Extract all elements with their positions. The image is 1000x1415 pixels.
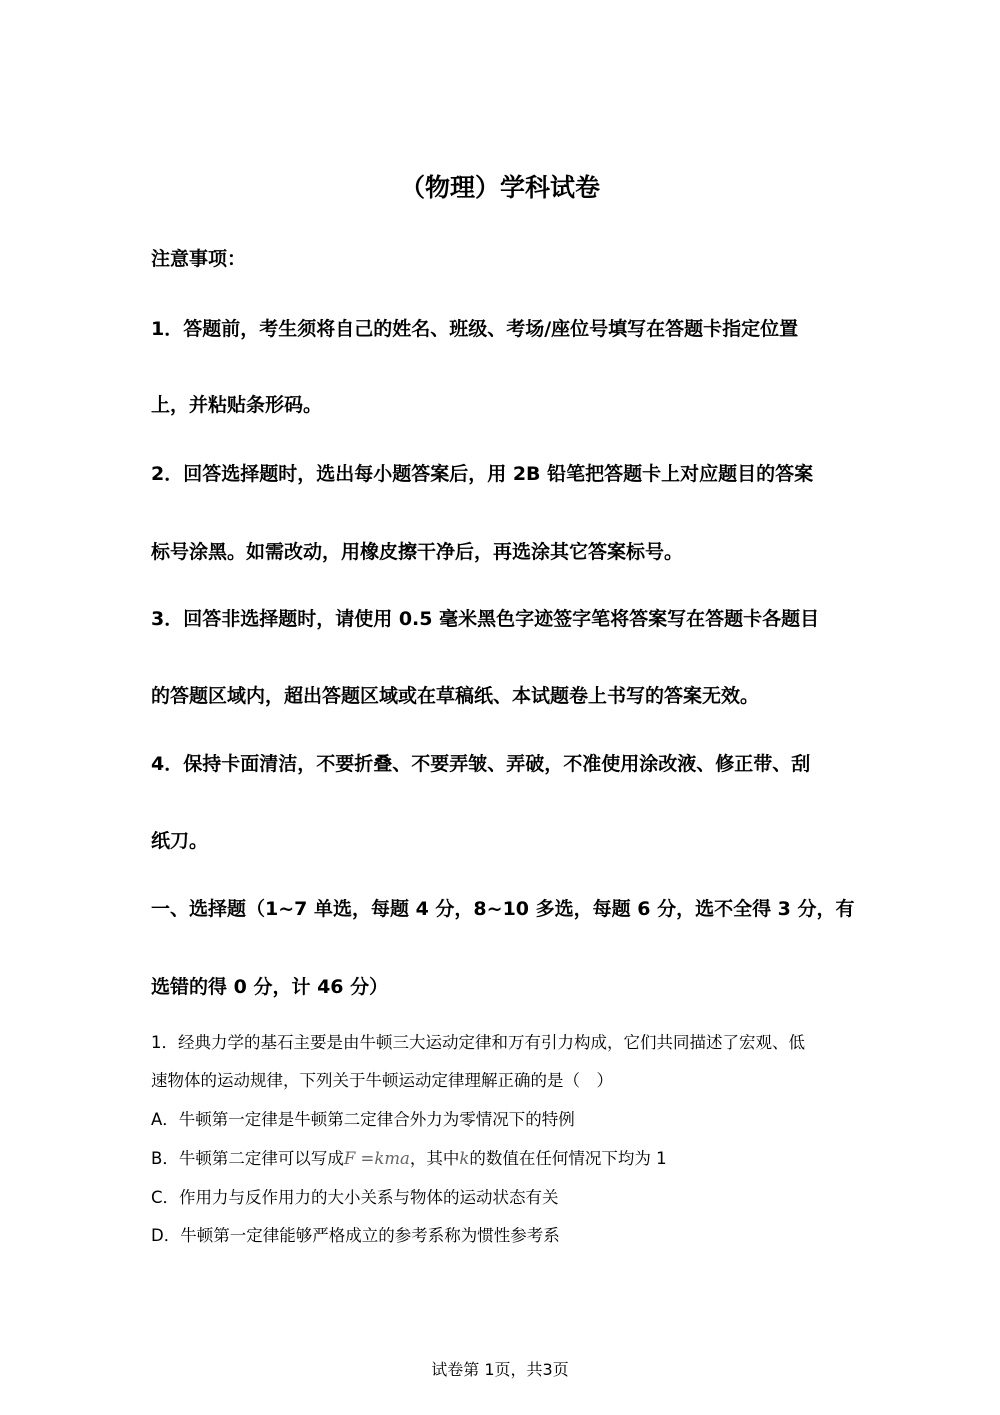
question-1-option-a: A．牛顿第一定律是牛顿第二定律合外力为零情况下的特例 xyxy=(151,1110,575,1129)
option-b-text-start: B．牛顿第二定律可以写成 xyxy=(151,1149,344,1168)
question-1-stem-line-2: 速物体的运动规律，下列关于牛顿运动定律理解正确的是（ ） xyxy=(151,1071,613,1090)
section-heading-line-2: 选错的得 0 分，计 46 分） xyxy=(151,976,389,998)
question-1-option-b xyxy=(151,1145,861,1169)
option-b-formula: F =kma xyxy=(343,1149,410,1168)
question-1-stem-line-1: 1．经典力学的基石主要是由牛顿三大运动定律和万有引力构成，它们共同描述了宏观、低 xyxy=(151,1033,805,1052)
option-b-variable: k xyxy=(459,1149,470,1168)
page-title: （物理）学科试卷 xyxy=(399,173,600,202)
note-2-line-1: 2．回答选择题时，选出每小题答案后，用 2B 铅笔把答题卡上对应题目的答案 xyxy=(151,463,814,485)
notes-heading: 注意事项： xyxy=(151,248,247,270)
section-heading-line-1: 一、选择题（1~7 单选，每题 4 分，8~10 多选，每题 6 分，选不全得 3 分，有 xyxy=(151,898,855,920)
note-4-line-2: 纸刀。 xyxy=(151,830,209,852)
note-4-line-1: 4．保持卡面清洁，不要折叠、不要弄皱、弄破，不准使用涂改液、修正带、刮 xyxy=(151,753,811,775)
note-1-line-1: 1．答题前，考生须将自己的姓名、班级、考场/座位号填写在答题卡指定位置 xyxy=(151,318,799,340)
note-3-line-1: 3．回答非选择题时，请使用 0.5 毫米黑色字迹签字笔将答案写在答题卡各题目 xyxy=(151,608,820,630)
note-2-line-2: 标号涂黑。如需改动，用橡皮擦干净后，再选涂其它答案标号。 xyxy=(151,541,684,563)
question-1-option-d: D．牛顿第一定律能够严格成立的参考系称为惯性参考系 xyxy=(151,1226,560,1245)
note-1-line-2: 上，并粘贴条形码。 xyxy=(151,394,323,416)
question-1-option-c: C．作用力与反作用力的大小关系与物体的运动状态有关 xyxy=(151,1188,559,1207)
page-footer: 试卷第 1页，共3页 xyxy=(431,1360,569,1379)
option-b-text-middle: ，其中 xyxy=(409,1149,460,1168)
option-b-text-end: 的数值在任何情况下均为 1 xyxy=(469,1149,667,1168)
note-3-line-2: 的答题区域内，超出答题区域或在草稿纸、本试题卷上书写的答案无效。 xyxy=(151,685,760,707)
